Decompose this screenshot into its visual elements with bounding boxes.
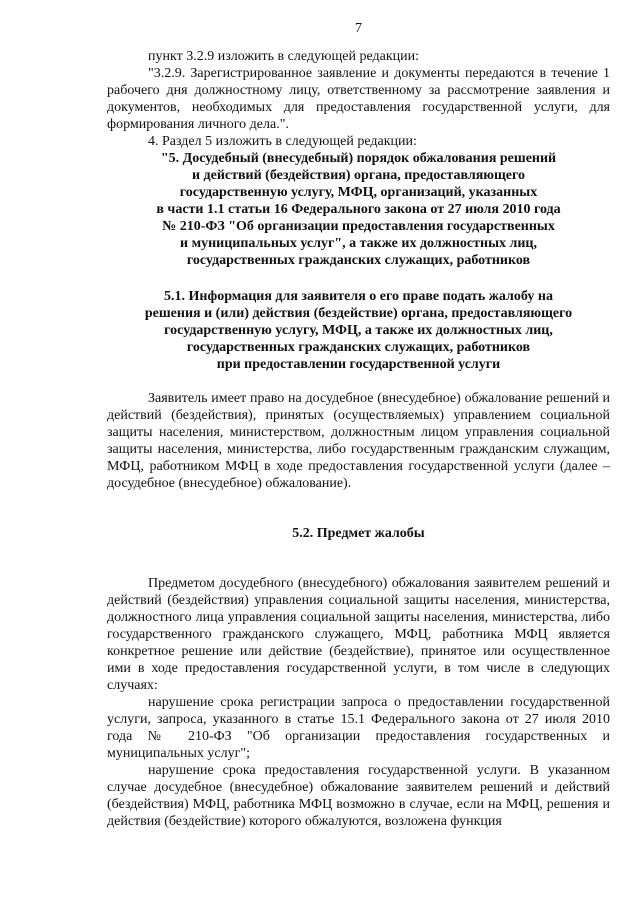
- section-5-1-title-line: при предоставлении государственной услуги: [216, 357, 501, 372]
- page-number: 7: [355, 21, 362, 36]
- section-5-title-line: и действий (бездействия) органа, предоставляющего: [191, 168, 526, 183]
- section-5-title: [107, 150, 610, 269]
- section-5-title-line: государственную услугу, МФЦ, организаций, указанных: [179, 185, 538, 200]
- intro-quote: "3.2.9. Зарегистрированное заявление и документы передаются в течение 1 рабочего дня должностному лицу, ответственному за рассмотрение заявления и документов, необходимых для предоставления государственной услуги, для формирования личного дела.".: [107, 66, 610, 132]
- section-5-2-title: 5.2. Предмет жалобы: [292, 526, 425, 541]
- section-5-1-title: [107, 288, 610, 373]
- section-5-2-list-item: нарушение срока регистрации запроса о предоставлении государственной услуги, запроса, указанного в статье 15.1 Федерального закона от 27 июля 2010 года № 210-ФЗ "Об организации предоставления государственных и муниципальных услуг";: [107, 695, 610, 761]
- section-5-1-title-line: 5.1. Информация для заявителя о его праве подать жалобу на: [164, 289, 553, 304]
- section-5-title-line: и муниципальных услуг", а также их должностных лиц,: [180, 236, 537, 251]
- section-5-title-line: в части 1.1 статьи 16 Федерального закона от 27 июля 2010 года: [156, 202, 561, 217]
- section-5-title-line: № 210-ФЗ "Об организации предоставления государственных: [162, 219, 555, 234]
- section-5-title-line: государственных гражданских служащих, работников: [186, 253, 531, 268]
- section-5-title-line: "5. Досудебный (внесудебный) порядок обжалования решений: [160, 151, 557, 166]
- section-5-1-title-line: государственную услугу, МФЦ, а также их должностных лиц,: [164, 323, 553, 338]
- section-5-1-title-line: государственных гражданских служащих, работников: [186, 340, 531, 355]
- section-5-1-paragraph: Заявитель имеет право на досудебное (внесудебное) обжалование решений и действий (бездействия), принятых (осуществляемых) управлением социальной защиты населения, министерством, должностным лицом управления социальной защиты населения, министерства, либо государственным гражданским служащим, МФЦ, работником МФЦ в ходе предоставления государственной услуги (далее – досудебное (внесудебное) обжалование).: [107, 391, 610, 491]
- intro-line: пункт 3.2.9 изложить в следующей редакции:: [148, 49, 419, 64]
- section-5-2-paragraph: Предметом досудебного (внесудебного) обжалования заявителем решений и действий (бездействия) управления социальной защиты населения, министерства, должностного лица управления социальной защиты населения, министерства, либо государственного гражданского служащего, МФЦ, работника МФЦ является конкретное решение или действие (бездействие), принятое или осуществленное ими в ходе предоставления государственной услуги, в том числе в следующих случаях:: [107, 576, 610, 693]
- section-5-1-title-line: решения и (или) действия (бездействие) органа, предоставляющего: [144, 306, 573, 321]
- section-5-2-list-item: нарушение срока предоставления государственной услуги. В указанном случае досудебное (внесудебное) обжалование заявителем решений и действий (бездействия) МФЦ, работника МФЦ возможно в случае, если на МФЦ, решения и действия (бездействие) которого обжалуются, возложена функция: [107, 763, 610, 829]
- intro-section-line: 4. Раздел 5 изложить в следующей редакции:: [148, 134, 417, 149]
